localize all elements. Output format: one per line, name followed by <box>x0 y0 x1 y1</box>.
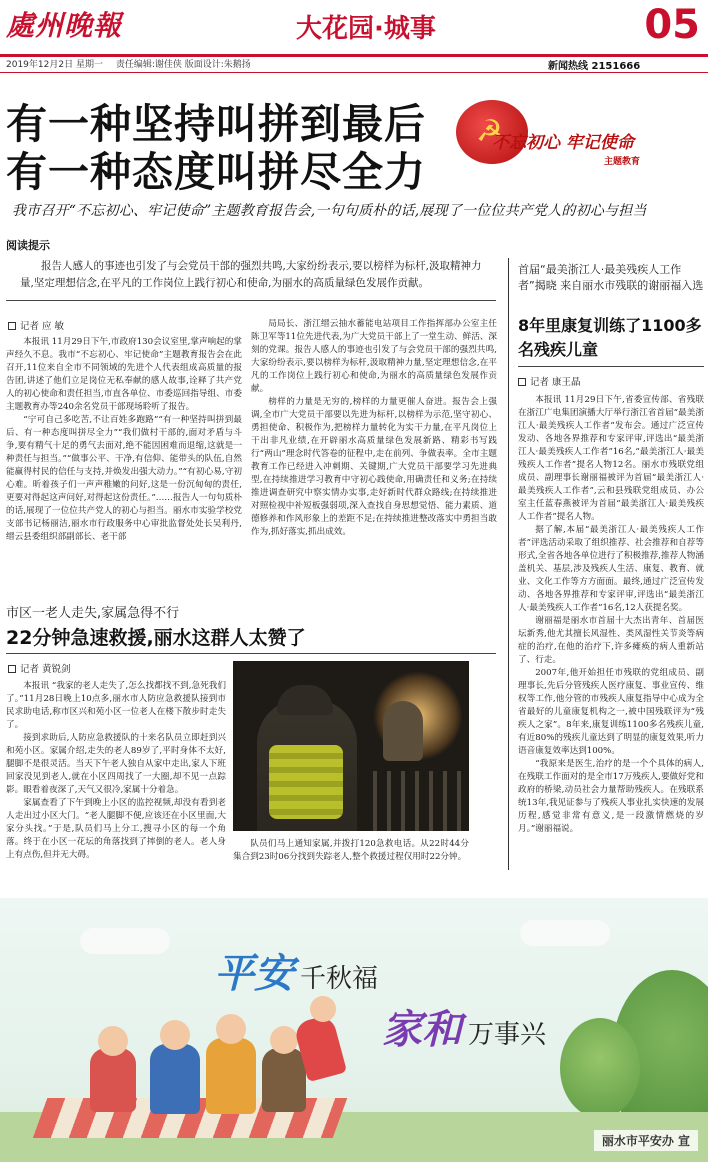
family-member-head <box>216 1014 246 1044</box>
paragraph: 据了解,本届“最美浙江人·最美残疾人工作者”评选活动采取了组织推荐、社会推荐和自荐等形式,全省各地各单位进行了积极推荐,推荐人物涵盖机关、基层,涉及残疾人生活、康复、教育、就业、文化工作等方方面面。最终,通过广泛宣传发动、各地各界推荐和专家评审,评选出“最美浙江人·最美残疾人工作者”16名,12人获提名奖。 <box>518 525 704 613</box>
lead-rule <box>6 300 496 301</box>
public-service-ad <box>0 898 708 1162</box>
theme-badge <box>456 98 692 184</box>
badge-subtitle: 主题教育 <box>604 157 641 167</box>
info-rule <box>0 72 708 73</box>
paragraph: 局局长、浙江缙云抽水蓄能电站项目工作指挥部办公室主任陈卫军等11位先进代表,为广大党员干部上了一堂生动、鲜活、深刻的党课。报告人感人的事迹也引发了与会党员干部的强烈共鸣,大家纷纷表示,要以榜样为标杆,汲取精神力量,坚定理想信念,在平凡的工作岗位上践行初心和使命,为丽水的高质量绿色发展作贡献。 <box>251 319 497 394</box>
story2-title: 22分钟急速救援,丽水这群人太赞了 <box>6 627 306 649</box>
family-member-head <box>270 1026 298 1054</box>
family-member <box>206 1038 256 1114</box>
rescued-person <box>383 701 423 761</box>
tree <box>560 1018 640 1118</box>
officer-cap <box>277 685 333 715</box>
running-child-head <box>310 996 336 1022</box>
story3-byline-text: 记者 康王晶 <box>530 377 581 388</box>
paragraph: 接到求助后,人防应急救援队的十来名队员立即赶到兴和苑小区。家属介绍,走失的老人89岁了,平时身体不太好,腿脚不是很灵活。当天下午老人独自从家中走出,家人下班回家没见到老人,就在小区四周找了一大圈,却不见一点踪影。眼看着夜深了,天气又很冷,家属十分着急。 <box>6 733 226 795</box>
ad-sponsor: 丽水市平安办 宣 <box>594 1130 698 1151</box>
story2-byline-text: 记者 黄锐剑 <box>20 664 71 675</box>
section-title: 大花园·城事 <box>296 14 436 44</box>
family-member <box>90 1048 136 1112</box>
page-number: 05 <box>644 2 700 48</box>
paragraph: “我原来是医生,治疗的是一个个具体的病人,在残联工作面对的是全市17万残疾人,要做好党和政府的桥梁,动员社会力量帮助残疾人。在残联系统13年,我见证参与了残疾人事业扎实快速的发展历程,感觉非常有意义,是一段激情燃烧的岁月。”谢丽福说。 <box>518 759 704 834</box>
story2-column-2 <box>233 838 469 878</box>
lead-column-2 <box>251 318 497 576</box>
newspaper-logo: 處州晚報 <box>6 9 123 42</box>
hammer-sickle-icon: ☭ <box>476 114 503 149</box>
family-member <box>150 1044 200 1114</box>
byline-square-icon <box>8 665 16 673</box>
editor-line: 责任编辑:谢佳侠 版面设计:朱鹅扬 <box>115 60 251 70</box>
paragraph: “宁可自己多吃苦,不让百姓多跑路”“有一种坚持叫拼到最后、有一种态度叫拼尽全力”“我们做村干部的,面对矛盾与斗争,要有精气十足的勇气去面对,绝不能因困难而退缩,这就是一种责任与担当。”“做事公平、干净,有信仰、能带头的队伍,自然能赢得村民的信任与支持,并焕发出强大动力。”“有初心易,守初心难。昕着孩子们一声声稚嫩的问好,这是一份沉甸甸的责任,更要对得起这声问好,对得起这份责任。”……报告人一句句质朴的话,展现了一位位共产党人的初心与担当。丽水市实验学校党支部书记杨丽洁,丽水市行政服务中心审批监督处处长吴利丹,缙云县委组织部副部长、老干部 <box>6 415 242 542</box>
lead-byline-text: 记者 应 敏 <box>20 321 65 332</box>
story2-column-1 <box>6 680 226 876</box>
lead-subheadline: 我市召开“不忘初心、牢记使命”主题教育报告会,一句句质朴的话,展现了一位位共产党人的初心与担当 <box>12 203 647 219</box>
lead-column-1 <box>6 336 242 576</box>
headline-line-2: 有一种态度叫拼尽全力 <box>6 148 426 196</box>
issue-info <box>6 57 261 70</box>
lead-summary: 报告人感人的事迹也引发了与会党员干部的强烈共鸣,大家纷纷表示,要以榜样为标杆,汲取精神力量,坚定理想信念,在平凡的工作岗位上践行初心和使命,为丽水的高质量绿色发展作贡献。 <box>20 260 482 289</box>
headline-line-1: 有一种坚持叫拼到最后 <box>6 100 426 148</box>
paragraph: 榜样的力量是无穷的,榜样的力量更催人奋进。报告会上强调,全市广大党员干部要以先进为标杆,以榜样为示范,坚守初心、勇担使命、积极作为,把榜样力量转化为实干力量,在平凡岗位上干出非凡业绩,在开辟丽水高质量绿色发展新路、精彩书写践行“两山”理念时代答卷的征程中,走在前列、争做表率。全市主题教育工作已经进入冲刺期、关键期,广大党员干部要学习先进典型,在持续推进学习教育中守初心践使命,用确责任和义务;在持续推进调查研究中察实情办实事,走好新时代群众路线;在持续推进对照检视中补短板强弱项,深入查找自身思想觉悟、能力素质、道德修养和作风形象上的差距不足;在持续推进整改落实中勇担当敢作为,抓好落实,抓出成效。 <box>251 397 497 537</box>
story3-rule <box>518 366 704 367</box>
ad-slogan-line-1 <box>214 942 378 999</box>
fence <box>373 771 469 831</box>
news-hotline: 新闻热线 2151666 <box>548 61 641 72</box>
slogan-small-1: 千秋福 <box>300 964 379 994</box>
family-member <box>262 1048 306 1112</box>
ad-slogan-line-2 <box>382 998 546 1055</box>
story3-title: 8年里康复训练了1100多名残疾儿童 <box>518 316 702 359</box>
column-divider <box>508 258 509 870</box>
paragraph: 家属查看了下午到晚上小区的监控视频,却没有看到老人走出过小区大门。“老人腿脚不便,应该还在小区里面,大家分头找。”于是,队员们马上分工,搜寻小区的每一个角落。终于在小区一花坛的角落找到了摔倒的老人。老人身上有点伤,但并无大碍。 <box>6 798 226 860</box>
story3-kicker: 首届“最美浙江人·最美残疾人工作者”揭晓 来自丽水市残联的谢丽福入选 <box>518 263 704 292</box>
story3-byline <box>518 374 581 388</box>
family-member-head <box>160 1020 190 1050</box>
badge-title: 不忘初心 牢记使命 <box>492 133 634 153</box>
rescue-photo <box>233 661 469 831</box>
reflective-vest <box>269 745 343 819</box>
family-member-head <box>98 1026 128 1056</box>
lead-byline <box>8 318 64 332</box>
cloud <box>520 920 610 946</box>
masthead <box>0 0 708 58</box>
byline-square-icon <box>8 322 16 330</box>
story2-byline <box>8 661 71 675</box>
paragraph: 本报讯 11月29日下午,市政府130会议室里,掌声响起的掌声经久不息。我市“不忘初心、牢记使命”主题教育报告会在此召开,11位来自全市不同领域的先进个人代表组成高质量的报告团,讲述了他们立足岗位无私奉献的感人故事,诠释了共产党人的初心使命和责任担当,市直各单位、市委巡回指导组、市委主题教育办等240余名党员干部现场聆听了报告。 <box>6 337 242 412</box>
story3-column <box>518 394 704 882</box>
slogan-small-2: 万事兴 <box>468 1020 547 1050</box>
paragraph: 2007年,他开始担任市残联的党组成员、副理事长,先后分管残疾人医疗康复、事业宣传、维权等工作,他分管的市残疾人康复指导中心成为全省最好的儿童康复机构之一,被中国残联评为“残疾人之家”。8年来,康复训练1100多名残疾儿童,有近80%的残疾儿童达到了明显的康复效果,听力语音康复效率达到100%。 <box>518 668 704 756</box>
paragraph: 队员们马上通知家属,并拨打120急救电话。从22时44分集合到23时06分找到失踪老人,整个救援过程仅用时22分钟。 <box>233 839 469 862</box>
slogan-big-2: 家和 <box>382 1006 462 1053</box>
byline-square-icon <box>518 378 526 386</box>
lead-headline <box>6 100 426 196</box>
story2-rule <box>6 653 496 654</box>
cloud <box>80 928 170 954</box>
date-line: 2019年12月2日 星期一 <box>6 60 103 70</box>
paragraph: 谢丽福是丽水市首届十大杰出青年、首届医坛新秀,他尤其擅长风湿性、类风湿性关节炎等病症的治疗,在他的治疗下,许多瘫痪的病人重新站了、行走。 <box>518 616 704 665</box>
lead-label: 阅读提示 <box>6 239 50 252</box>
paragraph: 本报讯 11月29日下午,省委宣传部、省残联在浙江广电集团演播大厅举行浙江省首届“最美浙江人·最美残疾人工作者”发布会。通过广泛宣传发动、各地各界推荐和专家评审,评选出“最美浙江人·最美残疾人工作者”16名,“最美浙江人·最美残疾人工作者”提名人物12名。丽水市残联党组成员、副理事长谢丽福被评为首届“最美浙江人·最美残疾人工作者”,云和县残联党组成员、办公室主任蓝春燕被评为首届“最美浙江人·最美残疾人工作者”提名人物。 <box>518 395 704 522</box>
story2-kicker: 市区一老人走失,家属急得不行 <box>6 606 180 621</box>
paragraph: 本报讯 “我家的老人走失了,怎么找都找不到,急死我们了。”11月28日晚上10点多,丽水市人防应急救援队接到市民求助电话,称市区兴和苑小区一位老人在楼下散步时走失了。 <box>6 681 226 730</box>
slogan-big-1: 平安 <box>214 950 294 997</box>
